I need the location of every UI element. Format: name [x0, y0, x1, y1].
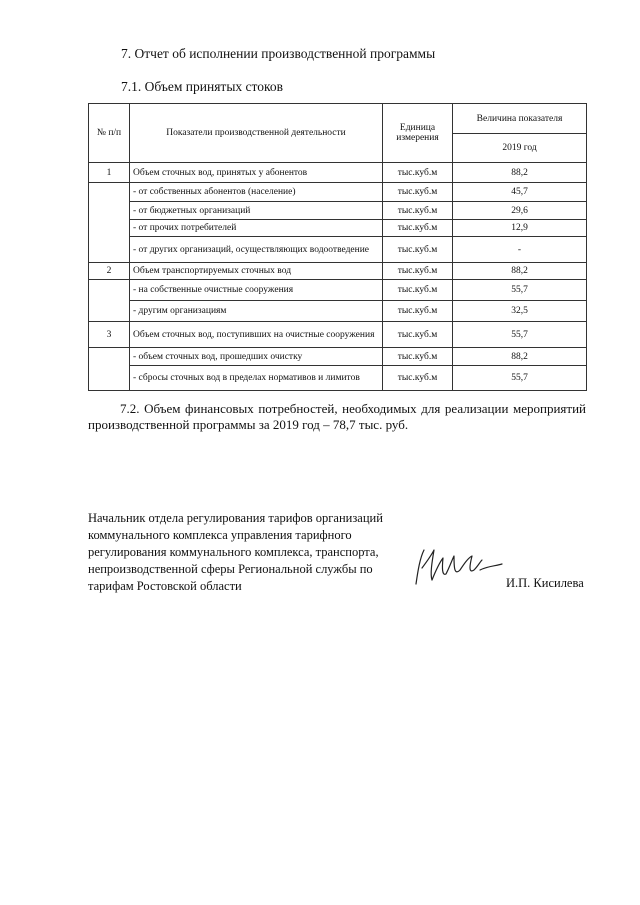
row-name: - другим организациям — [130, 301, 383, 322]
row-num — [89, 348, 130, 391]
row-name: - от бюджетных организаций — [130, 202, 383, 220]
section-title: 7. Отчет об исполнении производственной программы — [121, 46, 436, 61]
header-unit: Единица измерения — [383, 104, 453, 163]
row-unit: тыс.куб.м — [383, 220, 453, 237]
signer-position-line: коммунального комплекса управления тарифного — [88, 528, 352, 542]
row-unit: тыс.куб.м — [383, 163, 453, 183]
indicators-table — [88, 103, 587, 391]
financial-needs-paragraph: 7.2. Объем финансовых потребностей, необходимых для реализации мероприятий производственной программы за 2019 год – 78,7 тыс. руб. — [88, 401, 586, 432]
row-value: 88,2 — [453, 263, 587, 280]
row-unit: тыс.куб.м — [383, 183, 453, 202]
header-year: 2019 год — [453, 134, 587, 163]
row-num — [89, 183, 130, 263]
row-name: - объем сточных вод, прошедших очистку — [130, 348, 383, 366]
header-value-group: Величина показателя — [453, 104, 587, 134]
table-row — [89, 202, 587, 220]
signer-position — [88, 510, 408, 595]
table-row — [89, 280, 587, 301]
header-num: № п/п — [89, 104, 130, 163]
row-name: - от других организаций, осуществляющих водоотведение — [130, 237, 383, 263]
row-value: 32,5 — [453, 301, 587, 322]
row-name: - сбросы сточных вод в пределах нормативов и лимитов — [130, 366, 383, 391]
row-unit: тыс.куб.м — [383, 237, 453, 263]
row-num: 3 — [89, 322, 130, 348]
table-row — [89, 183, 587, 202]
handwritten-signature — [410, 540, 510, 590]
table-row — [89, 322, 587, 348]
table-row — [89, 237, 587, 263]
row-unit: тыс.куб.м — [383, 366, 453, 391]
row-value: 29,6 — [453, 202, 587, 220]
table-row — [89, 263, 587, 280]
signer-position-line: непроизводственной сферы Региональной службы по — [88, 562, 373, 576]
row-value: - — [453, 237, 587, 263]
row-value: 88,2 — [453, 348, 587, 366]
table-row — [89, 220, 587, 237]
row-unit: тыс.куб.м — [383, 202, 453, 220]
row-unit: тыс.куб.м — [383, 280, 453, 301]
row-value: 55,7 — [453, 280, 587, 301]
row-name: - от прочих потребителей — [130, 220, 383, 237]
row-value: 55,7 — [453, 366, 587, 391]
signer-position-line: Начальник отдела регулирования тарифов организаций — [88, 511, 383, 525]
row-unit: тыс.куб.м — [383, 263, 453, 280]
row-unit: тыс.куб.м — [383, 322, 453, 348]
row-value: 45,7 — [453, 183, 587, 202]
row-value: 88,2 — [453, 163, 587, 183]
table-row — [89, 301, 587, 322]
row-num: 2 — [89, 263, 130, 280]
row-name: - на собственные очистные сооружения — [130, 280, 383, 301]
row-unit: тыс.куб.м — [383, 301, 453, 322]
signer-position-line: тарифам Ростовской области — [88, 579, 242, 593]
header-name: Показатели производственной деятельности — [130, 104, 383, 163]
row-name: Объем сточных вод, принятых у абонентов — [130, 163, 383, 183]
row-num: 1 — [89, 163, 130, 183]
table-row — [89, 348, 587, 366]
row-name: - от собственных абонентов (население) — [130, 183, 383, 202]
subsection-title: 7.1. Объем принятых стоков — [121, 79, 283, 94]
row-value: 55,7 — [453, 322, 587, 348]
row-num — [89, 280, 130, 322]
table-header-row — [89, 104, 587, 134]
signer-position-line: регулирования коммунального комплекса, транспорта, — [88, 545, 379, 559]
row-name: Объем сточных вод, поступивших на очистные сооружения — [130, 322, 383, 348]
signer-name: И.П. Кисилева — [506, 576, 584, 590]
row-name: Объем транспортируемых сточных вод — [130, 263, 383, 280]
table-row — [89, 163, 587, 183]
table-row — [89, 366, 587, 391]
row-value: 12,9 — [453, 220, 587, 237]
row-unit: тыс.куб.м — [383, 348, 453, 366]
